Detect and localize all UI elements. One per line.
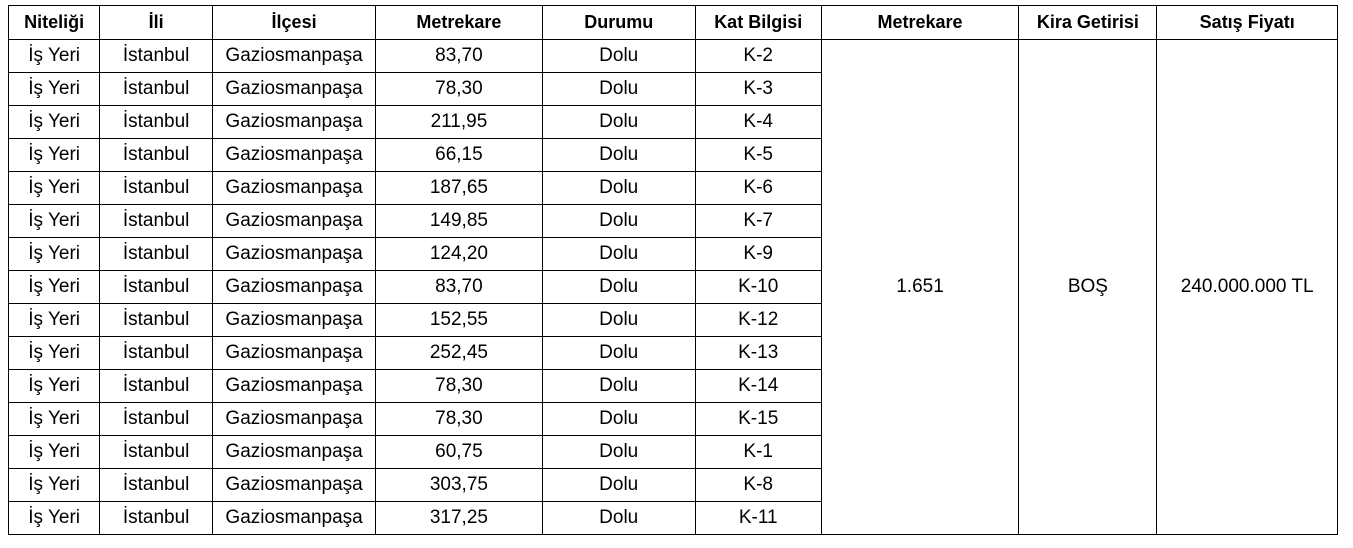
cell-kat-bilgisi: K-10	[695, 271, 821, 304]
cell-kat-bilgisi: K-14	[695, 370, 821, 403]
cell-il: İstanbul	[100, 238, 213, 271]
header-ilce: İlçesi	[212, 6, 375, 40]
cell-il: İstanbul	[100, 502, 213, 535]
cell-metrekare: 78,30	[376, 370, 542, 403]
cell-metrekare: 152,55	[376, 304, 542, 337]
cell-durum: Dolu	[542, 304, 695, 337]
cell-nitelik: İş Yeri	[9, 238, 100, 271]
cell-durum: Dolu	[542, 139, 695, 172]
cell-metrekare: 303,75	[376, 469, 542, 502]
cell-durum: Dolu	[542, 106, 695, 139]
cell-il: İstanbul	[100, 172, 213, 205]
cell-kat-bilgisi: K-11	[695, 502, 821, 535]
cell-durum: Dolu	[542, 469, 695, 502]
cell-il: İstanbul	[100, 106, 213, 139]
cell-il: İstanbul	[100, 139, 213, 172]
cell-toplam-metrekare: 1.651	[821, 40, 1019, 535]
cell-durum: Dolu	[542, 271, 695, 304]
cell-kat-bilgisi: K-4	[695, 106, 821, 139]
cell-durum: Dolu	[542, 370, 695, 403]
cell-kat-bilgisi: K-6	[695, 172, 821, 205]
cell-kat-bilgisi: K-9	[695, 238, 821, 271]
cell-nitelik: İş Yeri	[9, 304, 100, 337]
cell-kat-bilgisi: K-12	[695, 304, 821, 337]
cell-metrekare: 83,70	[376, 271, 542, 304]
cell-nitelik: İş Yeri	[9, 271, 100, 304]
cell-ilce: Gaziosmanpaşa	[212, 40, 375, 73]
cell-ilce: Gaziosmanpaşa	[212, 370, 375, 403]
cell-metrekare: 78,30	[376, 403, 542, 436]
cell-nitelik: İş Yeri	[9, 73, 100, 106]
cell-il: İstanbul	[100, 73, 213, 106]
cell-metrekare: 149,85	[376, 205, 542, 238]
cell-metrekare: 187,65	[376, 172, 542, 205]
cell-metrekare: 252,45	[376, 337, 542, 370]
cell-ilce: Gaziosmanpaşa	[212, 403, 375, 436]
cell-ilce: Gaziosmanpaşa	[212, 304, 375, 337]
cell-kat-bilgisi: K-13	[695, 337, 821, 370]
cell-il: İstanbul	[100, 304, 213, 337]
cell-ilce: Gaziosmanpaşa	[212, 139, 375, 172]
header-satis-fiyati: Satış Fiyatı	[1157, 6, 1338, 40]
cell-ilce: Gaziosmanpaşa	[212, 271, 375, 304]
cell-durum: Dolu	[542, 172, 695, 205]
cell-metrekare: 211,95	[376, 106, 542, 139]
table-row	[9, 40, 1338, 73]
cell-il: İstanbul	[100, 337, 213, 370]
cell-durum: Dolu	[542, 73, 695, 106]
cell-durum: Dolu	[542, 40, 695, 73]
cell-ilce: Gaziosmanpaşa	[212, 106, 375, 139]
cell-durum: Dolu	[542, 205, 695, 238]
cell-kat-bilgisi: K-2	[695, 40, 821, 73]
cell-nitelik: İş Yeri	[9, 106, 100, 139]
header-kira-getirisi: Kira Getirisi	[1019, 6, 1157, 40]
property-table	[8, 5, 1338, 535]
header-il: İli	[100, 6, 213, 40]
cell-ilce: Gaziosmanpaşa	[212, 469, 375, 502]
cell-nitelik: İş Yeri	[9, 436, 100, 469]
cell-ilce: Gaziosmanpaşa	[212, 337, 375, 370]
cell-kat-bilgisi: K-3	[695, 73, 821, 106]
cell-kira-getirisi: BOŞ	[1019, 40, 1157, 535]
cell-metrekare: 78,30	[376, 73, 542, 106]
cell-durum: Dolu	[542, 436, 695, 469]
header-metrekare: Metrekare	[376, 6, 542, 40]
table-header	[9, 6, 1338, 40]
cell-nitelik: İş Yeri	[9, 205, 100, 238]
cell-ilce: Gaziosmanpaşa	[212, 436, 375, 469]
cell-kat-bilgisi: K-15	[695, 403, 821, 436]
cell-nitelik: İş Yeri	[9, 337, 100, 370]
cell-ilce: Gaziosmanpaşa	[212, 238, 375, 271]
header-kat-bilgisi: Kat Bilgisi	[695, 6, 821, 40]
cell-kat-bilgisi: K-5	[695, 139, 821, 172]
cell-durum: Dolu	[542, 337, 695, 370]
cell-ilce: Gaziosmanpaşa	[212, 172, 375, 205]
cell-nitelik: İş Yeri	[9, 139, 100, 172]
cell-metrekare: 124,20	[376, 238, 542, 271]
header-toplam-metrekare: Metrekare	[821, 6, 1019, 40]
cell-metrekare: 83,70	[376, 40, 542, 73]
cell-il: İstanbul	[100, 370, 213, 403]
cell-nitelik: İş Yeri	[9, 172, 100, 205]
cell-nitelik: İş Yeri	[9, 502, 100, 535]
cell-ilce: Gaziosmanpaşa	[212, 502, 375, 535]
cell-durum: Dolu	[542, 403, 695, 436]
cell-durum: Dolu	[542, 502, 695, 535]
cell-nitelik: İş Yeri	[9, 40, 100, 73]
header-row	[9, 6, 1338, 40]
cell-kat-bilgisi: K-1	[695, 436, 821, 469]
cell-il: İstanbul	[100, 436, 213, 469]
cell-nitelik: İş Yeri	[9, 469, 100, 502]
cell-metrekare: 60,75	[376, 436, 542, 469]
cell-nitelik: İş Yeri	[9, 370, 100, 403]
header-nitelik: Niteliği	[9, 6, 100, 40]
cell-il: İstanbul	[100, 40, 213, 73]
cell-kat-bilgisi: K-8	[695, 469, 821, 502]
cell-nitelik: İş Yeri	[9, 403, 100, 436]
cell-ilce: Gaziosmanpaşa	[212, 73, 375, 106]
cell-satis-fiyati: 240.000.000 TL	[1157, 40, 1338, 535]
cell-il: İstanbul	[100, 205, 213, 238]
cell-durum: Dolu	[542, 238, 695, 271]
cell-kat-bilgisi: K-7	[695, 205, 821, 238]
cell-metrekare: 317,25	[376, 502, 542, 535]
cell-il: İstanbul	[100, 271, 213, 304]
cell-metrekare: 66,15	[376, 139, 542, 172]
cell-il: İstanbul	[100, 403, 213, 436]
table-body	[9, 40, 1338, 535]
cell-il: İstanbul	[100, 469, 213, 502]
cell-ilce: Gaziosmanpaşa	[212, 205, 375, 238]
header-durum: Durumu	[542, 6, 695, 40]
